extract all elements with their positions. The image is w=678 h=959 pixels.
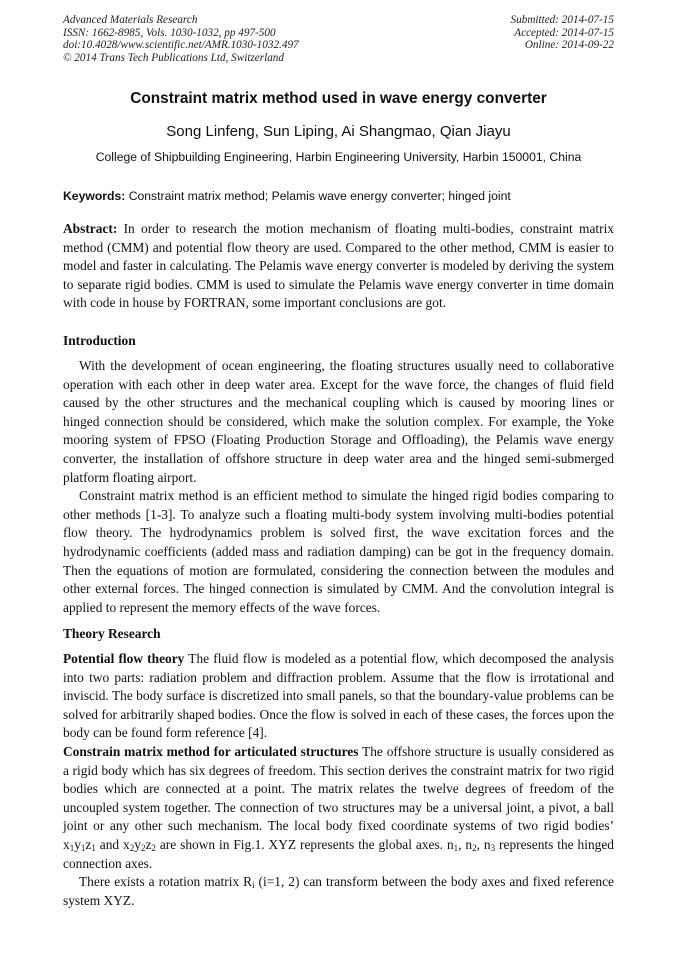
keywords-text: Constraint matrix method; Pelamis wave energy converter; hinged joint (125, 189, 511, 203)
constraint-matrix-text-2: and x (95, 836, 130, 852)
keywords-label: Keywords: (63, 189, 126, 203)
rotation-matrix-paragraph (63, 873, 614, 910)
doi-line: doi:10.4028/www.scientific.net/AMR.1030-1032.497 (63, 39, 299, 52)
journal-name: Advanced Materials Research (63, 14, 198, 26)
dates-header (511, 14, 614, 52)
introduction-paragraph-1: With the development of ocean engineering, the floating structures usually need to collaborative operation with each other in deep water area. Except for the wave force, the changes of fluid field caused by the other structures and the mechanical coupling which is caused by mooring lines or hinged connection should be considered, which make the solution complex. For example, the Yoke mooring system of FPSO (Floating Production Storage and Offloading), the Pelamis wave energy converter, the installation of offshore structure in deep water area and the hinged semi-submerged platform floating airport. (63, 358, 614, 485)
paper-affiliation: College of Shipbuilding Engineering, Harbin Engineering University, Harbin 150001, China (95, 150, 582, 164)
paper-title: Constraint matrix method used in wave energy converter (130, 90, 547, 107)
potential-flow-label: Potential flow theory (63, 651, 185, 666)
journal-header (63, 14, 299, 64)
submitted-date: Submitted: 2014-07-15 (510, 14, 614, 26)
theory-body (63, 650, 614, 910)
constraint-matrix-text-3: are shown in Fig.1. XYZ represents the global axes. n (155, 836, 454, 852)
constraint-matrix-label: Constrain matrix method for articulated structures (63, 743, 359, 759)
keywords (63, 189, 614, 203)
section-heading-introduction: Introduction (63, 333, 136, 348)
rotation-text-1: There exists a rotation matrix R (79, 874, 253, 890)
abstract (63, 220, 614, 313)
online-date: Online: 2014-09-22 (524, 39, 614, 52)
potential-flow-text: The fluid flow is modeled as a potential flow, which decomposed the analysis into two parts: radiation problem and diffraction problem. Assume that the flow is irrotational and inviscid. The body surface is discretized into small panels, so that the boundary-value problems can be solved for arbitrarily shaped bodies. Once the flow is solved in each of these cases, the forces upon the body can be found form reference [4]. (63, 651, 615, 741)
constraint-matrix-paragraph: Constrain matrix method for articulated structures The offshore structure is usually considered as a rigid body which has six degrees of freedom. This section derives the constraint matrix for two rigid bodies which are connected at a point. The matrix relates the twelve degrees of freedom of the uncoupled system together. The connection of two structures may be a universal joint, a pivot, a ball joint or any other such mechanism. The local body fixed coordinate systems of two rigid bodies’ $x_1y_1z_1$ and $x_2y_2z_2$ are shown in Fig.1. XYZ represents the global axes. $n_1$, $n_2$, $n_3$ represents the hinged connection axes. (63, 743, 614, 871)
copyright-line: © 2014 Trans Tech Publications Ltd, Switzerland (63, 51, 284, 64)
constraint-matrix-text-1: The offshore structure is usually considered as a rigid body which has six degrees of freedom. This section derives the constraint matrix for two rigid bodies which are connected at a point. The matrix relates the twelve degrees of freedom of the uncoupled system together. The connection of two structures may be a universal joint, a pivot, a ball joint or any other such mechanism. The local body fixed coordinate systems of two rigid bodies’ x (63, 743, 614, 852)
abstract-text: In order to research the motion mechanism of floating multi-bodies, constraint matrix method (CMM) and potential flow theory are used. Compared to the other method, CMM is easier to model and faster in calculating. The Pelamis wave energy converter is modeled by deriving the system to separate rigid bodies. CMM is used to simulate the Pelamis wave energy converter in time domain with code in house by FORTRAN, some important conclusions are got. (63, 221, 614, 311)
section-heading-theory: Theory Research (63, 626, 161, 641)
potential-flow-paragraph (63, 650, 614, 743)
issn-line: ISSN: 1662-8985, Vols. 1030-1032, pp 497-500 (63, 26, 276, 39)
accepted-date: Accepted: 2014-07-15 (514, 26, 614, 39)
introduction-body (63, 357, 614, 617)
abstract-label: Abstract: (63, 221, 118, 236)
constraint-matrix-text-4: represents the hinged connection axes. (63, 836, 614, 871)
rotation-subscript: i (252, 880, 255, 891)
rotation-text-2: (i=1, 2) can transform between the body axes and fixed reference system XYZ. (63, 874, 614, 908)
paper-authors: Song Linfeng, Sun Liping, Ai Shangmao, Qian Jiayu (166, 123, 511, 140)
introduction-paragraph-2: Constraint matrix method is an efficient method to simulate the hinged rigid bodies comparing to other methods [1-3]. To analyze such a floating multi-body system involving multi-bodies potential flow theory. The hydrodynamics problem is solved first, the wave excitation forces and the hydrodynamic coefficients (added mass and radiation damping) can be got in the frequency domain. Then the equations of motion are formulated, considering the connection between the modules and other external forces. The hinged connection is simulated by CMM. And the convolution integral is applied to represent the memory effects of the wave forces. (63, 488, 614, 615)
